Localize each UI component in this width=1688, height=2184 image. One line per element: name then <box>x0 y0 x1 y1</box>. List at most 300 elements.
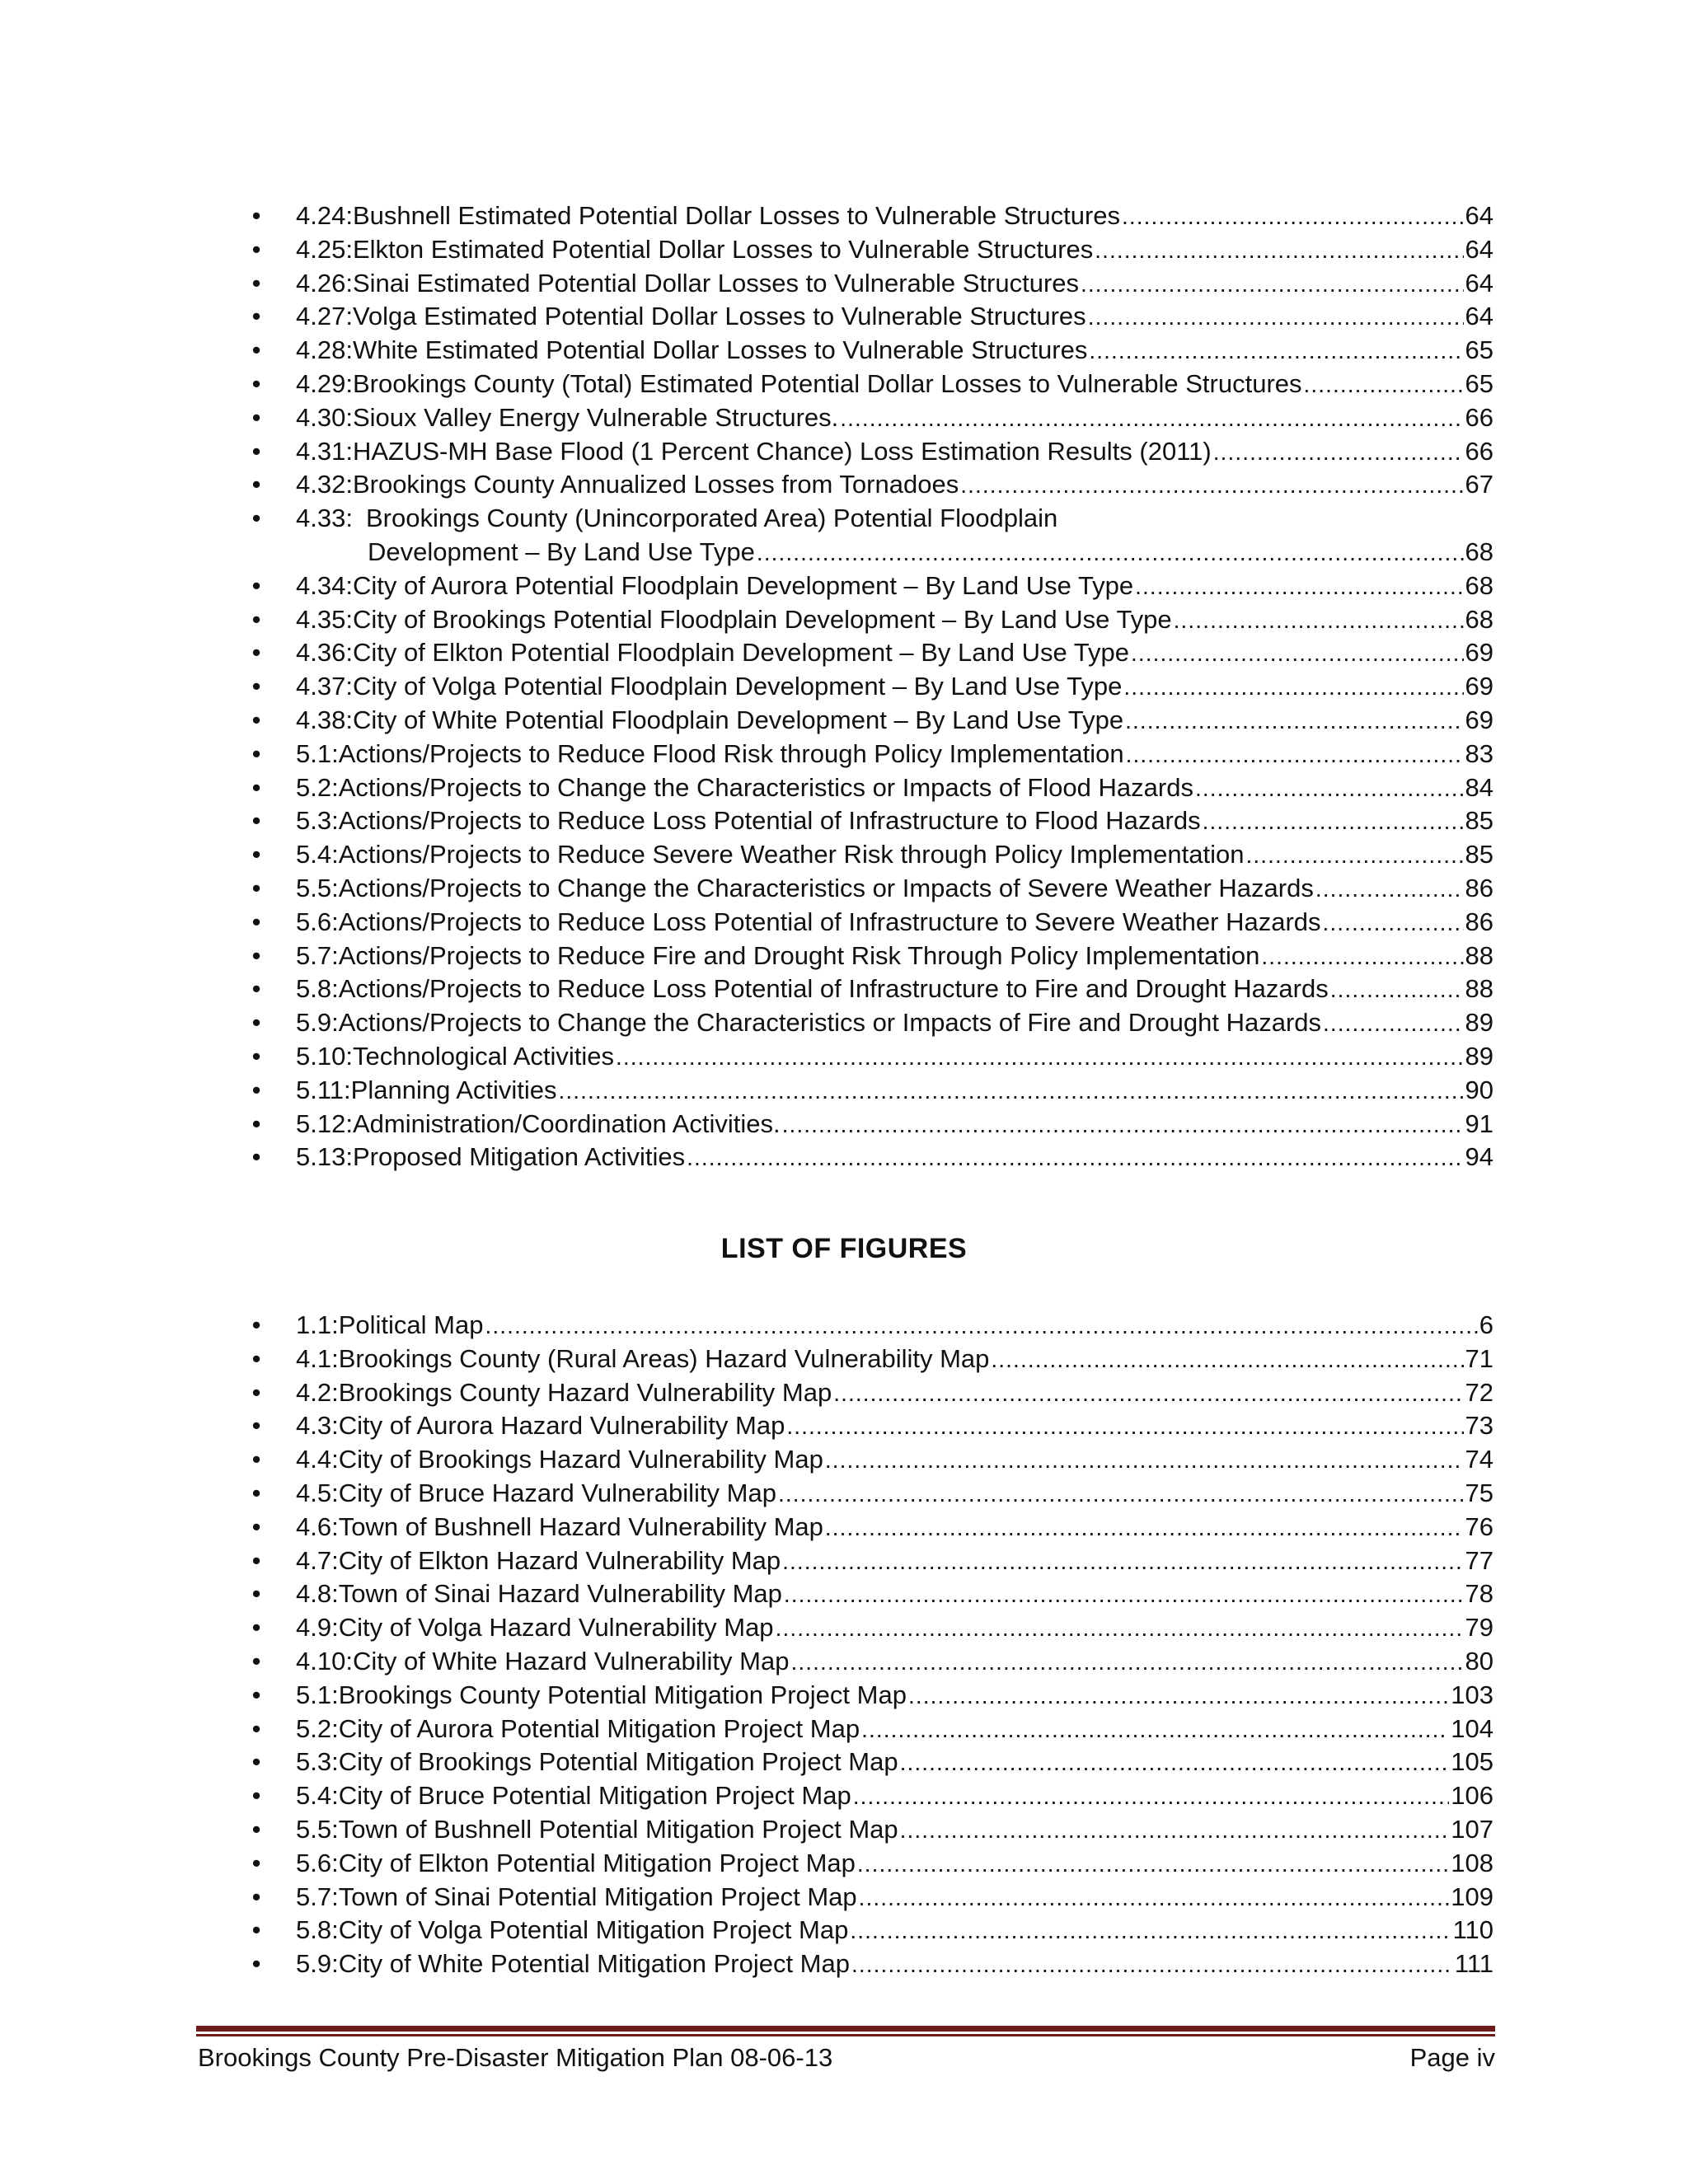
table-entry <box>240 199 1493 233</box>
entry-row <box>296 334 1493 368</box>
entry-row <box>296 1746 1493 1779</box>
entry-page-number: 67 <box>1465 470 1493 499</box>
table-entry <box>240 804 1493 838</box>
entry-number: 5.9: <box>296 1949 339 1979</box>
dot-leader <box>1125 705 1463 738</box>
entry-page-number: 83 <box>1465 738 1493 768</box>
entry-page-number: 94 <box>1465 1142 1493 1172</box>
entry-row <box>296 1914 1493 1947</box>
entry-row <box>296 738 1493 771</box>
table-entry <box>240 1040 1493 1074</box>
bullet-icon: • <box>251 1747 261 1777</box>
dot-leader <box>900 1746 1450 1780</box>
entry-number: 5.8: <box>296 974 339 1004</box>
dot-leader <box>1213 436 1464 470</box>
entry-page-number: 68 <box>1465 604 1493 634</box>
entry-title: City of Bruce Potential Mitigation Project Map <box>338 1781 851 1811</box>
entry-number: 4.27: <box>296 302 353 331</box>
dot-leader <box>1088 301 1464 335</box>
dot-leader <box>900 1814 1450 1848</box>
dot-leader <box>833 1377 1463 1411</box>
entry-row <box>296 233 1493 267</box>
bullet-icon: • <box>251 1680 261 1709</box>
entry-title: Actions/Projects to Reduce Fire and Drought Risk Through Policy Implementation <box>338 940 1260 970</box>
entry-title: City of White Potential Mitigation Project Map <box>338 1949 850 1979</box>
entry-row <box>296 636 1493 670</box>
dot-leader <box>778 1478 1464 1511</box>
table-entry <box>240 636 1493 670</box>
bullet-icon: • <box>251 302 261 331</box>
entry-title: City of Aurora Potential Mitigation Project Map <box>338 1713 860 1743</box>
bullet-icon: • <box>251 604 261 634</box>
entry-page-number: 84 <box>1465 772 1493 802</box>
entry-row <box>296 1779 1493 1813</box>
table-entry <box>240 1141 1493 1174</box>
entry-title: Volga Estimated Potential Dollar Losses to Vulnerable Structures <box>352 302 1086 331</box>
dot-leader <box>1126 738 1464 772</box>
dot-leader <box>687 1141 1463 1175</box>
entry-page-number: 77 <box>1465 1545 1493 1575</box>
entry-number: 4.30: <box>296 402 353 432</box>
table-entry <box>240 906 1493 940</box>
dot-leader <box>782 1108 1464 1142</box>
dot-leader <box>908 1680 1449 1713</box>
entry-row <box>296 300 1493 334</box>
entry-number: 4.7: <box>296 1545 339 1575</box>
table-entry <box>240 940 1493 973</box>
entry-title: Technological Activities <box>352 1041 615 1071</box>
entry-number: 4.10: <box>296 1646 353 1675</box>
entry-number: 5.2: <box>296 1713 339 1743</box>
entry-number: 5.11: <box>296 1075 351 1104</box>
bullet-icon: • <box>251 1579 261 1609</box>
entry-page-number: 68 <box>1465 537 1493 566</box>
entry-page-number: 69 <box>1465 638 1493 668</box>
table-entry <box>240 368 1493 401</box>
entry-number: 4.8: <box>296 1579 339 1609</box>
entry-title: City of Volga Potential Mitigation Project Map <box>338 1915 849 1945</box>
entry-title: Actions/Projects to Reduce Severe Weather Risk through Policy Implementation <box>338 840 1245 869</box>
bullet-icon: • <box>251 470 261 499</box>
entry-title: Political Map <box>338 1310 484 1339</box>
entry-number: 4.2: <box>296 1377 339 1407</box>
dot-leader <box>786 1410 1463 1444</box>
bullet-icon: • <box>251 873 261 902</box>
entry-page-number: 66 <box>1465 402 1493 432</box>
entry-title: Brookings County Hazard Vulnerability Map <box>338 1377 832 1407</box>
dot-leader <box>1081 268 1463 302</box>
entry-number: 5.2: <box>296 772 339 802</box>
figure-entry <box>240 1813 1493 1847</box>
dot-leader <box>559 1075 1464 1108</box>
entry-row <box>296 804 1493 838</box>
table-entry <box>240 502 1493 569</box>
dot-leader <box>851 1948 1453 1982</box>
footer-document-title: Brookings County Pre-Disaster Mitigation Plan 08-06-13 <box>198 2043 833 2072</box>
entry-head <box>296 502 1057 536</box>
entry-page-number: 88 <box>1465 974 1493 1004</box>
entry-title: Actions/Projects to Reduce Loss Potential of Infrastructure to Flood Hazards <box>338 806 1201 836</box>
table-entry <box>240 670 1493 704</box>
entry-title: City of Brookings Potential Mitigation Project Map <box>338 1747 898 1777</box>
entry-title: Town of Bushnell Hazard Vulnerability Map <box>338 1511 823 1541</box>
figure-entry <box>240 1645 1493 1679</box>
entry-row <box>296 1006 1493 1040</box>
entry-page-number: 103 <box>1451 1680 1493 1709</box>
bullet-icon: • <box>251 402 261 432</box>
bullet-icon: • <box>251 1848 261 1877</box>
entry-number: 4.3: <box>296 1411 339 1441</box>
entry-number: 4.37: <box>296 672 353 701</box>
bullet-icon: • <box>251 1613 261 1643</box>
figure-entry <box>240 1713 1493 1746</box>
entry-number: 4.31: <box>296 436 353 466</box>
table-entry <box>240 334 1493 368</box>
figure-entry <box>240 1477 1493 1511</box>
entry-number: 4.4: <box>296 1445 339 1474</box>
entry-title: City of Aurora Potential Floodplain Development – By Land Use Type <box>352 570 1134 600</box>
bullet-icon: • <box>251 638 261 668</box>
entry-row <box>296 670 1493 704</box>
dot-leader <box>1261 940 1463 974</box>
dot-leader <box>859 1882 1450 1915</box>
entry-page-number: 107 <box>1451 1814 1493 1844</box>
bullet-icon: • <box>251 907 261 936</box>
dot-leader <box>1203 805 1464 839</box>
table-entry <box>240 771 1493 805</box>
entry-number: 4.1: <box>296 1343 339 1373</box>
bullet-icon: • <box>251 1445 261 1474</box>
entry-number: 4.36: <box>296 638 353 668</box>
bullet-icon: • <box>251 1411 261 1441</box>
entry-page-number: 78 <box>1465 1579 1493 1609</box>
entry-title: City of Elkton Potential Floodplain Development – By Land Use Type <box>352 638 1129 668</box>
entry-title: Brookings County (Total) Estimated Potential Dollar Losses to Vulnerable Structures <box>352 368 1302 398</box>
dot-leader <box>857 1848 1449 1882</box>
entry-number: 5.1: <box>296 1680 339 1709</box>
entry-title: Actions/Projects to Change the Characteristics or Impacts of Flood Hazards <box>338 772 1193 802</box>
entry-page-number: 64 <box>1465 268 1493 298</box>
entry-row <box>296 199 1493 233</box>
bullet-icon: • <box>251 1108 261 1138</box>
table-entry <box>240 704 1493 738</box>
entry-number: 5.3: <box>296 806 339 836</box>
entry-page-number: 71 <box>1465 1343 1493 1373</box>
entry-number: 4.5: <box>296 1478 339 1507</box>
entry-page-number: 88 <box>1465 940 1493 970</box>
entry-title: City of White Hazard Vulnerability Map <box>352 1646 790 1675</box>
bullet-icon: • <box>251 1545 261 1575</box>
entry-number: 4.28: <box>296 335 353 365</box>
entry-row <box>296 1881 1493 1915</box>
dot-leader <box>1304 368 1464 402</box>
entry-number: 5.12: <box>296 1108 353 1138</box>
entry-number: 5.3: <box>296 1747 339 1777</box>
bullet-icon: • <box>251 705 261 734</box>
entry-row <box>296 906 1493 940</box>
bullet-icon: • <box>251 974 261 1004</box>
entry-page-number: 80 <box>1465 1646 1493 1675</box>
entry-page-number: 85 <box>1465 806 1493 836</box>
bullet-icon: • <box>251 940 261 970</box>
entry-page-number: 65 <box>1465 368 1493 398</box>
entry-page-number: 106 <box>1451 1781 1493 1811</box>
entry-page-number: 72 <box>1465 1377 1493 1407</box>
entry-page-number: 89 <box>1465 1041 1493 1071</box>
bullet-icon: • <box>251 1343 261 1373</box>
figure-entry <box>240 1511 1493 1544</box>
dot-leader <box>1122 200 1464 234</box>
table-entry <box>240 1006 1493 1040</box>
entry-title: Proposed Mitigation Activities <box>352 1142 686 1172</box>
figure-entry <box>240 1679 1493 1713</box>
entry-title: City of Elkton Hazard Vulnerability Map <box>338 1545 781 1575</box>
entry-page-number: 73 <box>1465 1411 1493 1441</box>
dot-leader <box>616 1041 1464 1075</box>
list-of-tables <box>240 199 1493 1174</box>
entry-page-number: 90 <box>1465 1075 1493 1104</box>
entry-title: Bushnell Estimated Potential Dollar Losses to Vulnerable Structures <box>352 201 1121 230</box>
dot-leader <box>790 1646 1463 1680</box>
entry-number: 5.4: <box>296 1781 339 1811</box>
entry-row <box>296 1511 1493 1544</box>
table-entry <box>240 603 1493 637</box>
entry-number: 4.38: <box>296 705 353 734</box>
entry-row <box>296 1713 1493 1746</box>
entry-page-number: 86 <box>1465 873 1493 902</box>
entry-title: City of Brookings Potential Floodplain Development – By Land Use Type <box>352 604 1172 634</box>
dot-leader <box>1135 570 1463 604</box>
entry-page-number: 79 <box>1465 1613 1493 1643</box>
entry-row <box>296 1343 1493 1376</box>
bullet-icon: • <box>251 1781 261 1811</box>
entry-title: Brookings County (Rural Areas) Hazard Vulnerability Map <box>338 1343 990 1373</box>
entry-page-number: 86 <box>1465 907 1493 936</box>
entry-row <box>296 1679 1493 1713</box>
entry-number: 4.6: <box>296 1511 339 1541</box>
entry-title: Town of Sinai Potential Mitigation Project Map <box>338 1882 857 1911</box>
dot-leader <box>853 1780 1450 1814</box>
entry-number: 4.24: <box>296 201 353 230</box>
entry-row <box>296 838 1493 872</box>
bullet-icon: • <box>251 1377 261 1407</box>
dot-leader <box>1089 335 1463 368</box>
entry-title: Town of Sinai Hazard Vulnerability Map <box>338 1579 782 1609</box>
entry-number: 5.10: <box>296 1041 353 1071</box>
table-entry <box>240 401 1493 435</box>
entry-title: Actions/Projects to Change the Characteristics or Impacts of Fire and Drought Hazards <box>338 1008 1322 1038</box>
entry-title: Actions/Projects to Reduce Loss Potential of Infrastructure to Fire and Drought Hazards <box>338 974 1329 1004</box>
table-entry <box>240 738 1493 771</box>
bullet-icon: • <box>251 1075 261 1104</box>
entry-number: 5.13: <box>296 1142 353 1172</box>
figure-entry <box>240 1914 1493 1947</box>
figure-entry <box>240 1746 1493 1779</box>
bullet-icon: • <box>251 840 261 869</box>
entry-title: Planning Activities <box>350 1075 557 1104</box>
entry-row <box>296 1477 1493 1511</box>
list-of-figures <box>240 1309 1493 1981</box>
entry-page-number: 105 <box>1451 1747 1493 1777</box>
entry-number: 5.8: <box>296 1915 339 1945</box>
entry-row <box>296 468 1493 502</box>
entry-row <box>296 872 1493 906</box>
entry-page-number: 68 <box>1465 570 1493 600</box>
entry-number: 5.1: <box>296 738 339 768</box>
entry-page-number: 69 <box>1465 705 1493 734</box>
bullet-icon: • <box>251 201 261 230</box>
entry-number: 5.6: <box>296 1848 339 1877</box>
entry-page-number: 91 <box>1465 1108 1493 1138</box>
bullet-icon: • <box>251 1814 261 1844</box>
table-entry <box>240 1108 1493 1141</box>
bullet-icon: • <box>251 738 261 768</box>
table-entry <box>240 468 1493 502</box>
entry-row <box>296 1813 1493 1847</box>
figure-entry <box>240 1309 1493 1343</box>
entry-title: Actions/Projects to Change the Characteristics or Impacts of Severe Weather Hazards <box>338 873 1314 902</box>
entry-title-line1: Brookings County (Unincorporated Area) Potential Floodplain <box>366 504 1058 533</box>
dot-leader <box>825 1511 1464 1545</box>
table-entry <box>240 838 1493 872</box>
list-of-figures-heading: LIST OF FIGURES <box>720 1233 968 1264</box>
entry-number: 5.7: <box>296 1882 339 1911</box>
dot-leader <box>991 1343 1463 1377</box>
entry-row <box>296 771 1493 805</box>
entry-row <box>296 1611 1493 1645</box>
entry-page-number: 69 <box>1465 672 1493 701</box>
bullet-icon: • <box>251 1310 261 1339</box>
entry-number: 4.34: <box>296 570 353 600</box>
figure-entry <box>240 1343 1493 1376</box>
dot-leader <box>1315 873 1464 907</box>
figure-entry <box>240 1409 1493 1443</box>
entry-row <box>296 1074 1493 1108</box>
entry-number: 5.9: <box>296 1008 339 1038</box>
entry-number: 5.4: <box>296 840 339 869</box>
entry-page-number: 89 <box>1465 1008 1493 1038</box>
entry-page-number: 75 <box>1465 1478 1493 1507</box>
dot-leader <box>1323 907 1464 940</box>
dot-leader <box>850 1915 1451 1948</box>
entry-title: Actions/Projects to Reduce Loss Potential of Infrastructure to Severe Weather Hazards <box>338 907 1321 936</box>
table-entry <box>240 233 1493 267</box>
dot-leader <box>825 1444 1464 1478</box>
dot-leader <box>784 1578 1464 1612</box>
dot-leader <box>485 1310 1477 1343</box>
entry-title: Town of Bushnell Potential Mitigation Project Map <box>338 1814 898 1844</box>
bullet-icon: • <box>251 335 261 365</box>
entry-page-number: 74 <box>1465 1445 1493 1474</box>
figure-entry <box>240 1611 1493 1645</box>
entry-row <box>296 1577 1493 1611</box>
entry-page-number: 66 <box>1465 436 1493 466</box>
entry-row <box>296 972 1493 1006</box>
entry-title: Brookings County Potential Mitigation Project Map <box>338 1680 907 1709</box>
entry-row <box>296 435 1493 469</box>
entry-row <box>296 1443 1493 1477</box>
entry-page-number: 64 <box>1465 234 1493 264</box>
bullet-icon: • <box>251 570 261 600</box>
dot-leader <box>1095 234 1463 268</box>
figure-entry <box>240 1577 1493 1611</box>
bullet-icon: • <box>251 772 261 802</box>
entry-page-number: 110 <box>1452 1915 1493 1945</box>
bullet-icon: • <box>251 504 261 533</box>
entry-row <box>296 1409 1493 1443</box>
dot-leader <box>1131 637 1464 671</box>
table-entry <box>240 435 1493 469</box>
entry-title: Sinai Estimated Potential Dollar Losses to Vulnerable Structures <box>352 268 1080 298</box>
entry-row <box>296 1544 1493 1578</box>
entry-page-number: 64 <box>1465 201 1493 230</box>
entry-title: Administration/Coordination Activities. <box>352 1108 781 1138</box>
entry-number: 4.26: <box>296 268 353 298</box>
entry-title: City of Elkton Potential Mitigation Project Map <box>338 1848 856 1877</box>
entry-row <box>296 1141 1493 1174</box>
bullet-icon: • <box>251 806 261 836</box>
entry-row <box>296 368 1493 401</box>
entry-row <box>296 603 1493 637</box>
bullet-icon: • <box>251 1041 261 1071</box>
table-entry <box>240 569 1493 603</box>
footer-rule <box>196 2026 1495 2036</box>
bullet-icon: • <box>251 1142 261 1172</box>
entry-title: White Estimated Potential Dollar Losses to Vulnerable Structures <box>352 335 1088 365</box>
table-entry <box>240 267 1493 301</box>
entry-title: City of Aurora Hazard Vulnerability Map <box>338 1411 785 1441</box>
entry-page-number: 111 <box>1454 1949 1493 1979</box>
entry-number: 1.1: <box>296 1310 339 1339</box>
entry-row <box>296 1847 1493 1881</box>
bullet-icon: • <box>251 268 261 298</box>
bullet-icon: • <box>251 1949 261 1979</box>
entry-number: 4.35: <box>296 604 353 634</box>
entry-title: City of Brookings Hazard Vulnerability Map <box>338 1445 823 1474</box>
bullet-icon: • <box>251 436 261 466</box>
entry-title: Actions/Projects to Reduce Flood Risk through Policy Implementation <box>338 738 1124 768</box>
entry-number: 4.32: <box>296 470 353 499</box>
figure-entry <box>240 1947 1493 1981</box>
table-entry <box>240 300 1493 334</box>
entry-title: HAZUS-MH Base Flood (1 Percent Chance) Loss Estimation Results (2011) <box>352 436 1212 466</box>
entry-page-number: 64 <box>1465 302 1493 331</box>
entry-title: Sioux Valley Energy Vulnerable Structures. <box>352 402 839 432</box>
entry-page-number: 76 <box>1465 1511 1493 1541</box>
dot-leader <box>1245 839 1463 873</box>
entry-number: 4.33: <box>296 504 353 533</box>
dot-leader <box>1330 973 1464 1007</box>
dot-leader <box>757 537 1464 570</box>
entry-number: 5.5: <box>296 873 339 902</box>
footer-page-number: Page iv <box>1409 2043 1495 2072</box>
entry-row <box>296 1947 1493 1981</box>
table-entry <box>240 1074 1493 1108</box>
figure-entry <box>240 1544 1493 1578</box>
dot-leader <box>960 469 1463 503</box>
entry-row <box>296 1645 1493 1679</box>
entry-page-number: 85 <box>1465 840 1493 869</box>
entry-number: 5.6: <box>296 907 339 936</box>
entry-page-number: 108 <box>1451 1848 1493 1877</box>
dot-leader <box>861 1713 1449 1747</box>
bullet-icon: • <box>251 1882 261 1911</box>
dot-leader <box>776 1612 1464 1646</box>
figure-entry <box>240 1881 1493 1915</box>
entry-title: Brookings County Annualized Losses from Tornadoes <box>352 470 959 499</box>
entry-number: 5.7: <box>296 940 339 970</box>
entry-title: Development – By Land Use Type <box>368 537 755 566</box>
